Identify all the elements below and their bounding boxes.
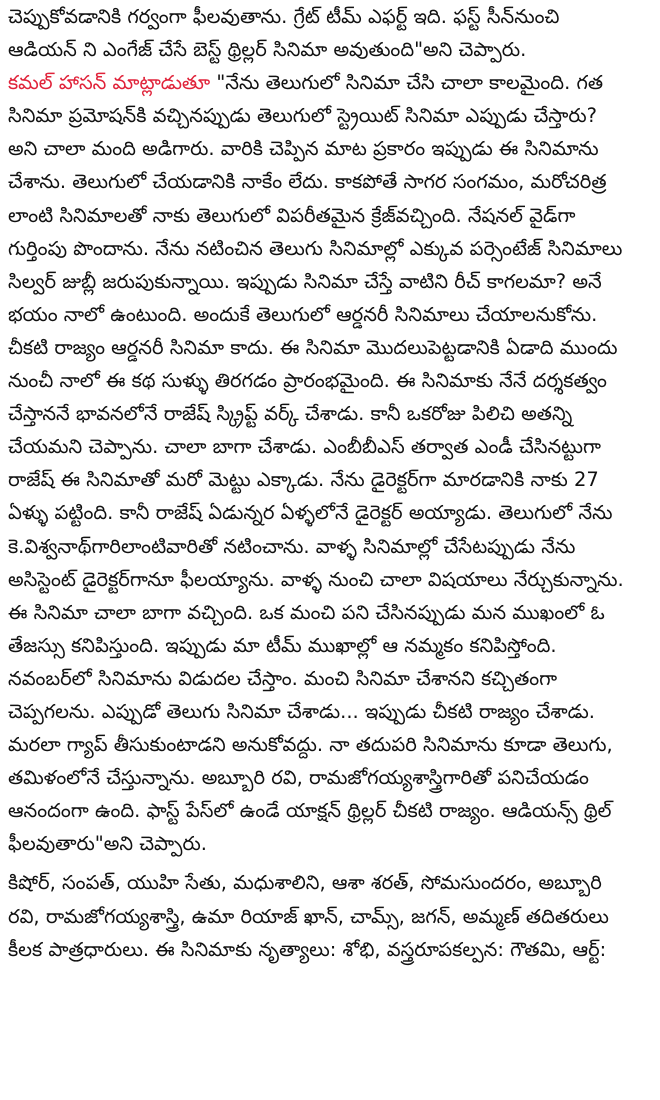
quote-start: "నేను తెలుగులో సినిమా చేసి చాలా కాలమైంది. గత <box>210 71 604 95</box>
article-line: చీకటి రాజ్యం ఆర్డనరీ సినిమా కాదు. ఈ సినిమా మొదలుపెట్టడానికి ఏడాది ముందు <box>8 335 618 359</box>
article-line: చేశాను. తెలుగులో చేయడానికి నాకేం లేదు. కాకపోతే సాగర సంగమం, మరోచరిత్ర <box>8 170 607 194</box>
article-line: గుర్తింపు పొందాను. నేను నటించిన తెలుగు సినిమాల్లో ఎక్కువ పర్సెంటేజ్ సినిమాలు <box>8 236 623 260</box>
article-line: మరలా గ్యాప్ తీసుకుంటాడని అనుకోవద్దు. నా తదుపరి సినిమాను కూడా తెలుగు, <box>8 733 613 757</box>
article-line: చేయమని చెప్పాను. చాలా బాగా చేశాడు. ఎంబీబీఎస్ తర్వాత ఎండీ చేసినట్టుగా <box>8 435 601 459</box>
article-line: సినిమా ప్రమోషన్‌కి వచ్చినప్పుడు తెలుగులో స్ట్రెయిట్ సినిమా ఎప్పుడు చేస్తారు? <box>8 104 598 128</box>
article-line: నవంబర్‌లో సినిమాను విడుదల చేస్తాం. మంచి సినిమా చేశానని కచ్చితంగా <box>8 666 558 690</box>
article-body <box>8 0 656 966</box>
article-line: చెప్పుకోవడానికి గర్వంగా ఫీలవుతాను. గ్రేట్ టీమ్ ఎఫర్ట్ ఇది. ఫస్ట్ సీన్‌నుంచి <box>8 5 560 28</box>
article-line: ఆడియన్ ని ఎంగేజ్ చేసే బెస్ట్ థ్రిల్లర్ సినిమా అవుతుంది"అని చెప్పారు. <box>8 38 527 62</box>
article-line: రాజేష్ ఈ సినిమాతో మరో మెట్టు ఎక్కాడు. నేను డైరెక్టర్‌గా మారడానికి నాకు 27 <box>8 468 599 492</box>
article-line: కె.విశ్వనాథ్‌గారిలాంటివారితో నటించాను. వాళ్ళ సినిమాల్లో చేసేటప్పుడు నేను <box>8 534 576 558</box>
article-line: తేజస్సు కనిపిస్తుంది. ఇప్పుడు మా టీమ్ ముఖాల్లో ఆ నమ్మకం కనిపిస్తోంది. <box>8 633 557 657</box>
article-line: అని చాలా మంది అడిగారు. వారికి చెప్పిన మాట ప్రకారం ఇప్పుడు ఈ సినిమాను <box>8 137 599 161</box>
article-line: చెప్పగలను. ఎప్పుడో తెలుగు సినిమా చేశాడు... ఇప్పుడు చీకటి రాజ్యం చేశాడు. <box>8 699 595 723</box>
article-line: చేస్తాననే భావనలోనే రాజేష్ స్క్రిప్ట్ వర్క్ చేశాడు. కానీ ఒకరోజు పిలిచి అతన్ని <box>8 402 573 426</box>
article-line: తమిళంలోనే చేస్తున్నాను. అబ్బూరి రవి, రామజోగయ్యశాస్త్రిగారితో పనిచేయడం <box>8 766 589 790</box>
speaker-name: కమల్ హాసన్ మాట్లాడుతూ <box>8 71 211 95</box>
article-line: ఫీలవుతారు"అని చెప్పారు. <box>8 832 207 856</box>
cast-line: కిషోర్, సంపత్, యుహి సేతు, మధుశాలిని, ఆశా శరత్, సోమసుందరం, అబ్బూరి <box>8 871 602 895</box>
cast-line: రవి, రామజోగయ్యశాస్త్రి, ఉమా రియాజ్ ఖాన్, చామ్స్, జగన్, అమ్మణ్ తదితరులు <box>8 904 609 928</box>
article-line: ఈ సినిమా చాలా బాగా వచ్చింది. ఒక మంచి పని చేసినప్పుడు మన ముఖంలో ఓ <box>8 600 605 624</box>
article-line: భయం నాలో ఉంటుంది. అందుకే తెలుగులో ఆర్డనరీ సినిమాలు చేయాలనుకోను. <box>8 302 598 326</box>
cast-line: కీలక పాత్రధారులు. ఈ సినిమాకు నృత్యాలు: శోభి, వస్త్రరూపకల్పన: గౌతమి, ఆర్ట్: <box>8 937 607 961</box>
article-line: సిల్వర్ జుబ్లీ జరుపుకున్నాయి. ఇప్పుడు సినిమా చేస్తే వాటిని రీచ్ కాగలమా? అనే <box>8 269 602 293</box>
speaker-line <box>8 66 656 99</box>
article-line: ఏళ్ళు పట్టింది. కానీ రాజేష్ ఏడున్నర ఏళ్ళలోనే డైరెక్టర్ అయ్యాడు. తెలుగులో నేను <box>8 501 613 525</box>
article-line: అసిస్టెంట్ డైరెక్టర్‌గానూ ఫీలయ్యాను. వాళ్ళ నుంచి చాలా విషయాలు నేర్చుకున్నాను. <box>8 567 624 591</box>
article-line: లాంటి సినిమాలతో నాకు తెలుగులో విపరీతమైన క్రేజ్‌వచ్చింది. నేషనల్ వైడ్‌గా <box>8 203 576 227</box>
article-line: నుంచీ నాలో ఈ కథ సుళ్ళు తిరగడం ప్రారంభమైంది. ఈ సినిమాకు నేనే దర్శకత్వం <box>8 369 607 393</box>
article-line: ఆనందంగా ఉంది. ఫాస్ట్ పేస్‌లో ఉండే యాక్షన్ థ్రిల్లర్ చీకటి రాజ్యం. ఆడియన్స్ థ్రిల్ <box>8 799 612 823</box>
